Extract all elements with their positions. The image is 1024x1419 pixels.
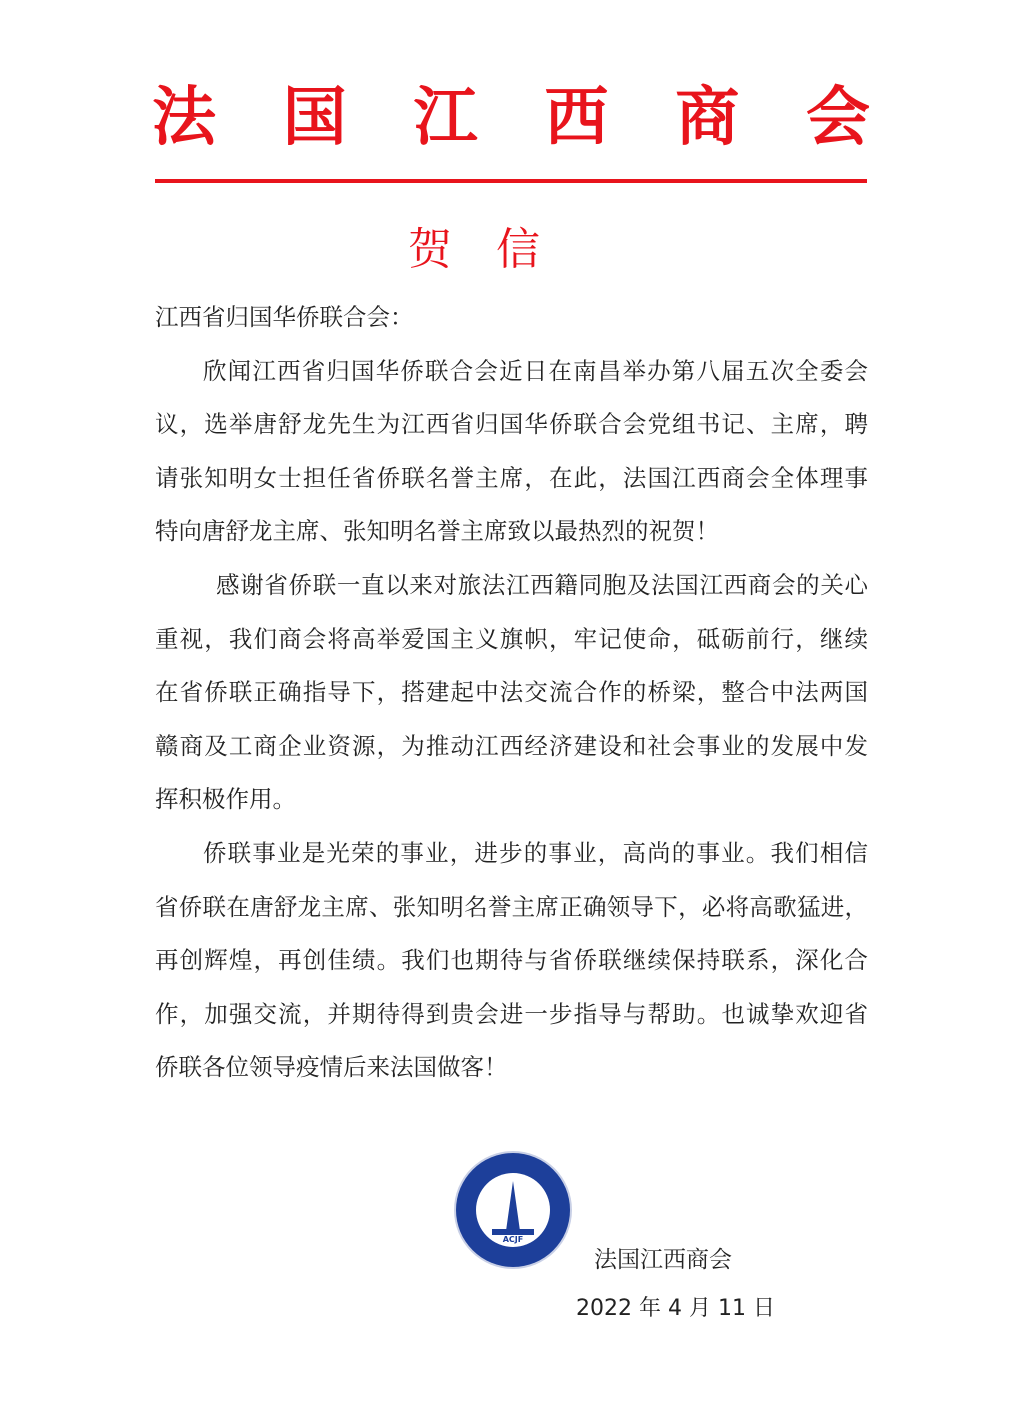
text-line: 赣商及工商企业资源，为推动江西经济建设和社会事业的发展中发 xyxy=(155,731,868,760)
red-divider xyxy=(155,179,867,183)
organization-title xyxy=(152,78,870,158)
title-char: 国 xyxy=(282,80,347,155)
letter-body xyxy=(155,291,868,1095)
document-title: 贺信 xyxy=(408,224,584,275)
text-line: 重视，我们商会将高举爱国主义旗帜，牢记使命，砥砺前行，继续 xyxy=(155,624,868,653)
paragraph-1 xyxy=(155,345,868,559)
salutation: 江西省归国华侨联合会： xyxy=(155,303,414,331)
title-char: 江 xyxy=(413,80,478,155)
paragraph-2 xyxy=(155,559,868,827)
seal-abbr: ACJF xyxy=(502,1235,524,1244)
date: 2022 年 4 月 11 日 xyxy=(576,1296,775,1321)
title-char: 商 xyxy=(675,80,740,155)
text-line: 议，选举唐舒龙先生为江西省归国华侨联合会党组书记、主席，聘 xyxy=(155,410,868,439)
text-line: 挥积极作用。 xyxy=(155,785,296,814)
text-line: 请张知明女士担任省侨联名誉主席，在此，法国江西商会全体理事 xyxy=(155,463,868,492)
signature: 法国江西商会 xyxy=(594,1247,732,1273)
text-line: 在省侨联正确指导下，搭建起中法交流合作的桥梁，整合中法两国 xyxy=(155,678,868,707)
text-line: 感谢省侨联一直以来对旅法江西籍同胞及法国江西商会的关心 xyxy=(216,570,868,599)
text-line: 特向唐舒龙主席、张知明名誉主席致以最热烈的祝贺！ xyxy=(155,517,719,546)
text-line: 侨联各位领导疫情后来法国做客！ xyxy=(155,1053,508,1082)
paragraph-3 xyxy=(155,827,868,1095)
text-line: 欣闻江西省归国华侨联合会近日在南昌举办第八届五次全委会 xyxy=(203,356,868,385)
title-char: 西 xyxy=(544,80,609,155)
text-line: 作，加强交流，并期待得到贵会进一步指导与帮助。也诚挚欢迎省 xyxy=(155,999,868,1028)
text-line: 再创辉煌，再创佳绩。我们也期待与省侨联继续保持联系，深化合 xyxy=(155,946,868,975)
text-line: 省侨联在唐舒龙主席、张知明名誉主席正确领导下，必将高歌猛进， xyxy=(155,892,868,921)
title-char: 会 xyxy=(805,80,870,155)
title-char: 法 xyxy=(152,80,216,155)
seal-inner xyxy=(476,1173,550,1247)
association-seal-logo xyxy=(456,1153,570,1267)
text-line: 侨联事业是光荣的事业，进步的事业，高尚的事业。我们相信 xyxy=(203,838,868,867)
tower-icon xyxy=(506,1181,520,1231)
